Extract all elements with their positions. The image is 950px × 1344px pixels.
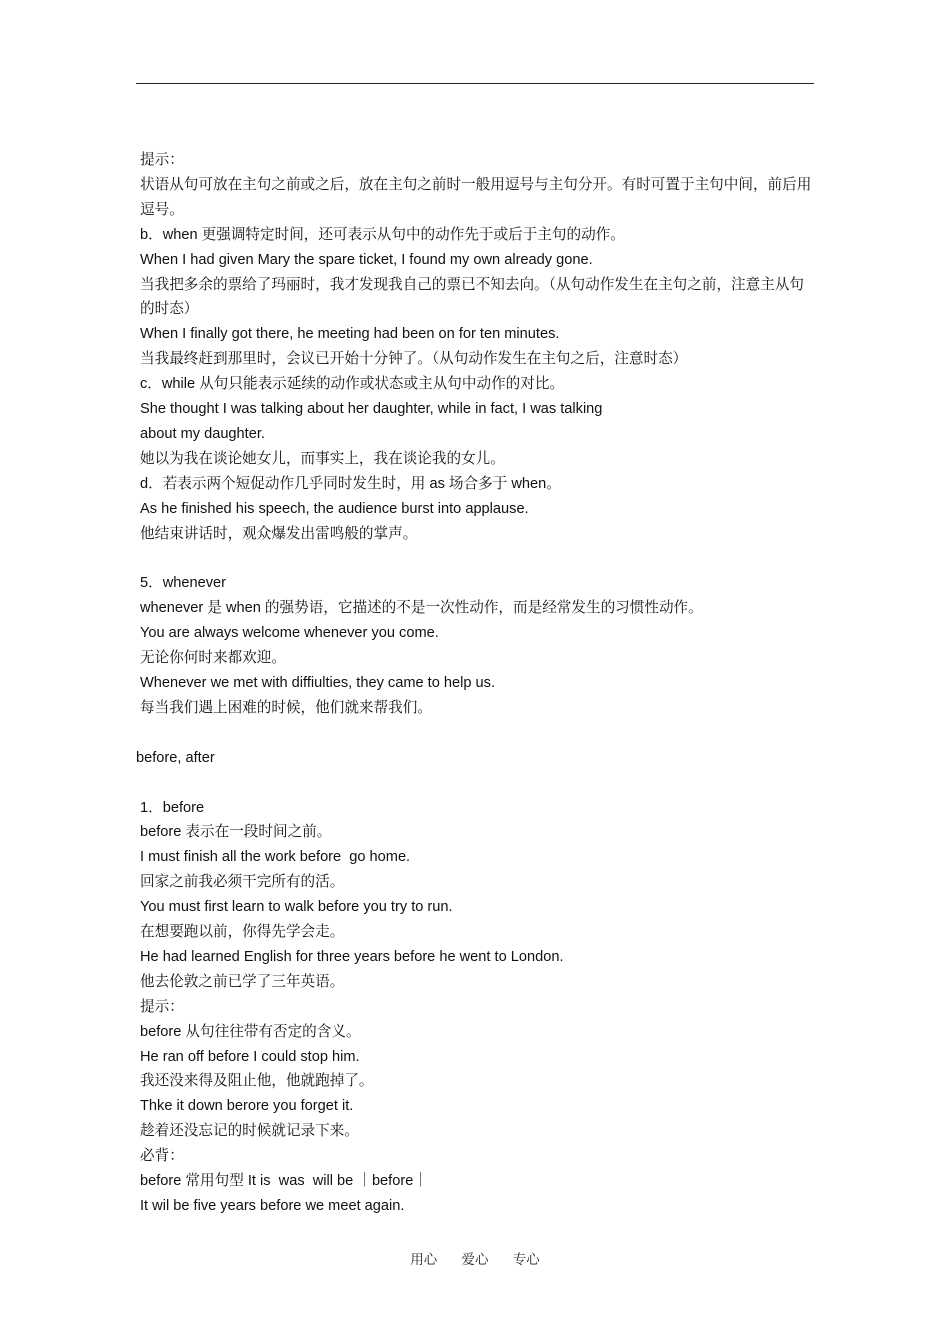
- text-line: before, after: [136, 749, 215, 766]
- text-line: before 常用句型 It is was will be ｜before｜: [140, 1173, 428, 1190]
- text-line: b．when 更强调特定时间，还可表示从句中的动作先于或后于主句的动作。: [140, 226, 625, 243]
- text-line: whenever 是 when 的强势语，它描述的不是一次性动作，而是经常发生的习惯性动作。: [140, 600, 703, 617]
- text-line: c．while 从句只能表示延续的动作或状态或主从句中动作的对比。: [140, 376, 565, 393]
- text-line: before 从句往往带有否定的含义。: [140, 1023, 361, 1040]
- page-footer: [0, 1248, 950, 1268]
- text-line: 我还没来得及阻止他，他就跑掉了。: [140, 1073, 374, 1090]
- text-line: 提示：: [140, 152, 184, 168]
- text-line: I must finish all the work before go home.: [140, 849, 411, 866]
- text-line: before 表示在一段时间之前。: [140, 824, 332, 841]
- header-rule: [136, 83, 814, 84]
- blank-line: [136, 771, 816, 796]
- document-body: [136, 148, 816, 1219]
- text-line: When I finally got there, he meeting had been on for ten minutes.: [140, 326, 560, 343]
- blank-line: [136, 547, 816, 572]
- text-line: 状语从句可放在主句之前或之后，放在主句之前时一般用逗号与主句分开。有时可置于主句中间，前后用逗号。: [140, 176, 812, 218]
- text-line: 当我最终赶到那里时，会议已开始十分钟了。（从句动作发生在主句之后，注意时态）: [140, 351, 688, 368]
- blank-line: [136, 721, 816, 746]
- text-line: 5．whenever: [140, 575, 226, 592]
- text-line: 当我把多余的票给了玛丽时，我才发现我自己的票已不知去向。（从句动作发生在主句之前，注意主从句的时态）: [140, 276, 805, 318]
- text-line: Thke it down berore you forget it.: [140, 1098, 354, 1115]
- text-line: Whenever we met with diffiulties, they came to help us.: [140, 675, 496, 692]
- footer-text-3: 专心: [512, 1252, 540, 1268]
- text-line: It wil be five years before we meet again.: [140, 1198, 405, 1215]
- text-line: 提示：: [140, 998, 184, 1015]
- text-line: 回家之前我必须干完所有的活。: [140, 874, 345, 891]
- text-line: 她以为我在谈论她女儿，而事实上，我在谈论我的女儿。: [140, 450, 505, 467]
- text-line: 他结束讲话时，观众爆发出雷鸣般的掌声。: [140, 525, 418, 542]
- text-line: 趁着还没忘记的时候就记录下来。: [140, 1123, 359, 1140]
- text-line: You are always welcome whenever you come.: [140, 625, 439, 642]
- text-line: As he finished his speech, the audience burst into applause.: [140, 500, 529, 517]
- text-line: 在想要跑以前，你得先学会走。: [140, 924, 345, 941]
- text-line: 必背：: [140, 1148, 184, 1165]
- text-line: You must first learn to walk before you try to run.: [140, 899, 453, 916]
- text-line: 每当我们遇上困难的时候，他们就来帮我们。: [140, 699, 432, 716]
- text-line: He ran off before I could stop him.: [140, 1048, 360, 1065]
- text-line: 他去伦敦之前已学了三年英语。: [140, 973, 345, 990]
- text-line: He had learned English for three years before he went to London.: [140, 948, 564, 965]
- footer-text-1: 用心: [410, 1252, 438, 1268]
- text-line: She thought I was talking about her daughter, while in fact, I was talking: [140, 401, 603, 418]
- footer-text-2: 爱心: [461, 1252, 489, 1268]
- text-line: 无论你何时来都欢迎。: [140, 650, 286, 667]
- text-line: about my daughter.: [140, 425, 265, 442]
- text-line: When I had given Mary the spare ticket, I found my own already gone.: [140, 251, 593, 268]
- text-line: d．若表示两个短促动作几乎同时发生时，用 as 场合多于 when。: [140, 475, 561, 492]
- text-line: 1．before: [140, 799, 205, 816]
